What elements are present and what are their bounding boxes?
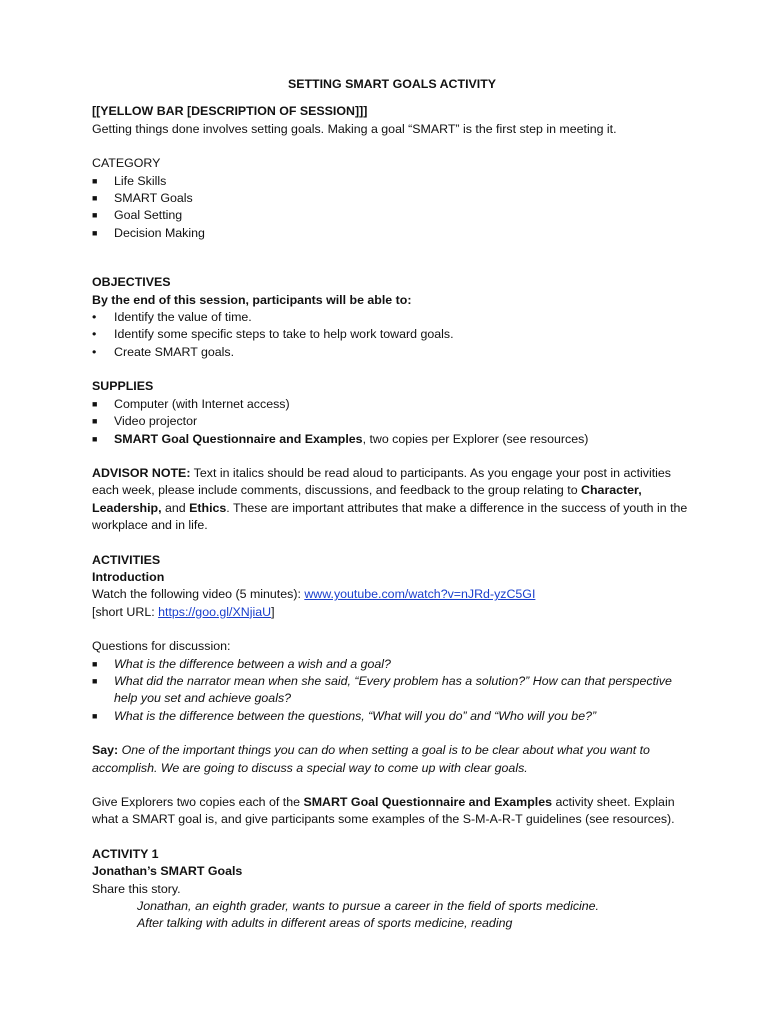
square-bullet-icon: ■ [92,658,98,669]
introduction-heading: Introduction [92,569,165,584]
list-item: • Identify the value of time. [92,309,692,326]
list-item: ■ Video projector [92,413,692,430]
short-url-link[interactable]: https://goo.gl/XNjiaU [158,604,272,619]
square-bullet-icon: ■ [92,175,98,186]
share-story-line: Share this story. [92,881,181,896]
supplies-heading: SUPPLIES [92,379,154,394]
square-bullet-icon: ■ [92,210,98,221]
activities-heading: ACTIVITIES [92,552,161,567]
discussion-list [92,656,692,726]
list-item: ■ Computer (with Internet access) [92,396,692,413]
activity1-subheading: Jonathan’s SMART Goals [92,864,243,879]
activity1-heading: ACTIVITY 1 [92,846,159,861]
bullet-icon: • [92,310,97,325]
document-title: SETTING SMART GOALS ACTIVITY [287,77,497,91]
bullet-icon: • [92,327,97,342]
document-body [92,76,692,933]
objectives-list [92,309,692,361]
watch-video-line: Watch the following video (5 minutes): www.youtube.com/watch?v=nJRd-yzC5GI [92,587,536,602]
list-item: • Create SMART goals. [92,344,692,361]
list-item: ■ Life Skills [92,173,692,190]
list-item: ■ SMART Goals [92,190,692,207]
say-paragraph: Say: One of the important things you can do when setting a goal is to be clear about what you want to accomplish. We are going to discuss a special way to come up with clear goals. [92,743,650,775]
short-url-line: [short URL: https://goo.gl/XNjiaU] [92,604,275,619]
list-item: ■ Decision Making [92,225,692,242]
square-bullet-icon: ■ [92,227,98,238]
list-item: ■ What is the difference between a wish and a goal? [92,656,692,673]
list-item: ■ SMART Goal Questionnaire and Examples, two copies per Explorer (see resources) [92,431,692,448]
list-item: ■ What is the difference between the questions, “What will you do” and “Who will you be?” [92,708,692,725]
video-link[interactable]: www.youtube.com/watch?v=nJRd-yzC5GI [304,587,536,602]
supplies-list [92,396,692,448]
square-bullet-icon: ■ [92,193,98,204]
square-bullet-icon: ■ [92,710,98,721]
square-bullet-icon: ■ [92,675,98,686]
square-bullet-icon: ■ [92,433,98,444]
give-explorers-paragraph: Give Explorers two copies each of the SMART Goal Questionnaire and Examples activity sheet. Explain what a SMART goal is, and give participants some examples of the S-M-A-R-T guidelines (see resources). [92,795,675,827]
advisor-note: ADVISOR NOTE: Text in italics should be read aloud to participants. As you engage your post in activities each week, please include comments, discussions, and feedback to the group relating to Character, Leadership, and Ethics. These are important attributes that make a difference in the success of youth in the workplace and in life. [92,465,688,533]
square-bullet-icon: ■ [92,416,98,427]
story-text: Jonathan, an eighth grader, wants to pursue a career in the field of sports medicine. After talking with adults in different areas of sports medicine, reading [137,899,599,931]
objectives-heading: OBJECTIVES [92,275,171,290]
list-item: ■ What did the narrator mean when she said, “Every problem has a solution?” How can that perspective help you set and achieve goals? [92,673,672,706]
yellow-bar-placeholder: [[YELLOW BAR [DESCRIPTION OF SESSION]]] [92,104,368,119]
category-list [92,173,692,243]
category-heading: CATEGORY [92,156,161,171]
discussion-heading: Questions for discussion: [92,639,231,654]
list-item: ■ Goal Setting [92,207,692,224]
list-item: • Identify some specific steps to take to help work toward goals. [92,326,692,343]
bullet-icon: • [92,344,97,359]
objectives-intro: By the end of this session, participants will be able to: [92,292,412,307]
session-description: Getting things done involves setting goals. Making a goal “SMART” is the first step in meeting it. [92,121,617,136]
square-bullet-icon: ■ [92,398,98,409]
